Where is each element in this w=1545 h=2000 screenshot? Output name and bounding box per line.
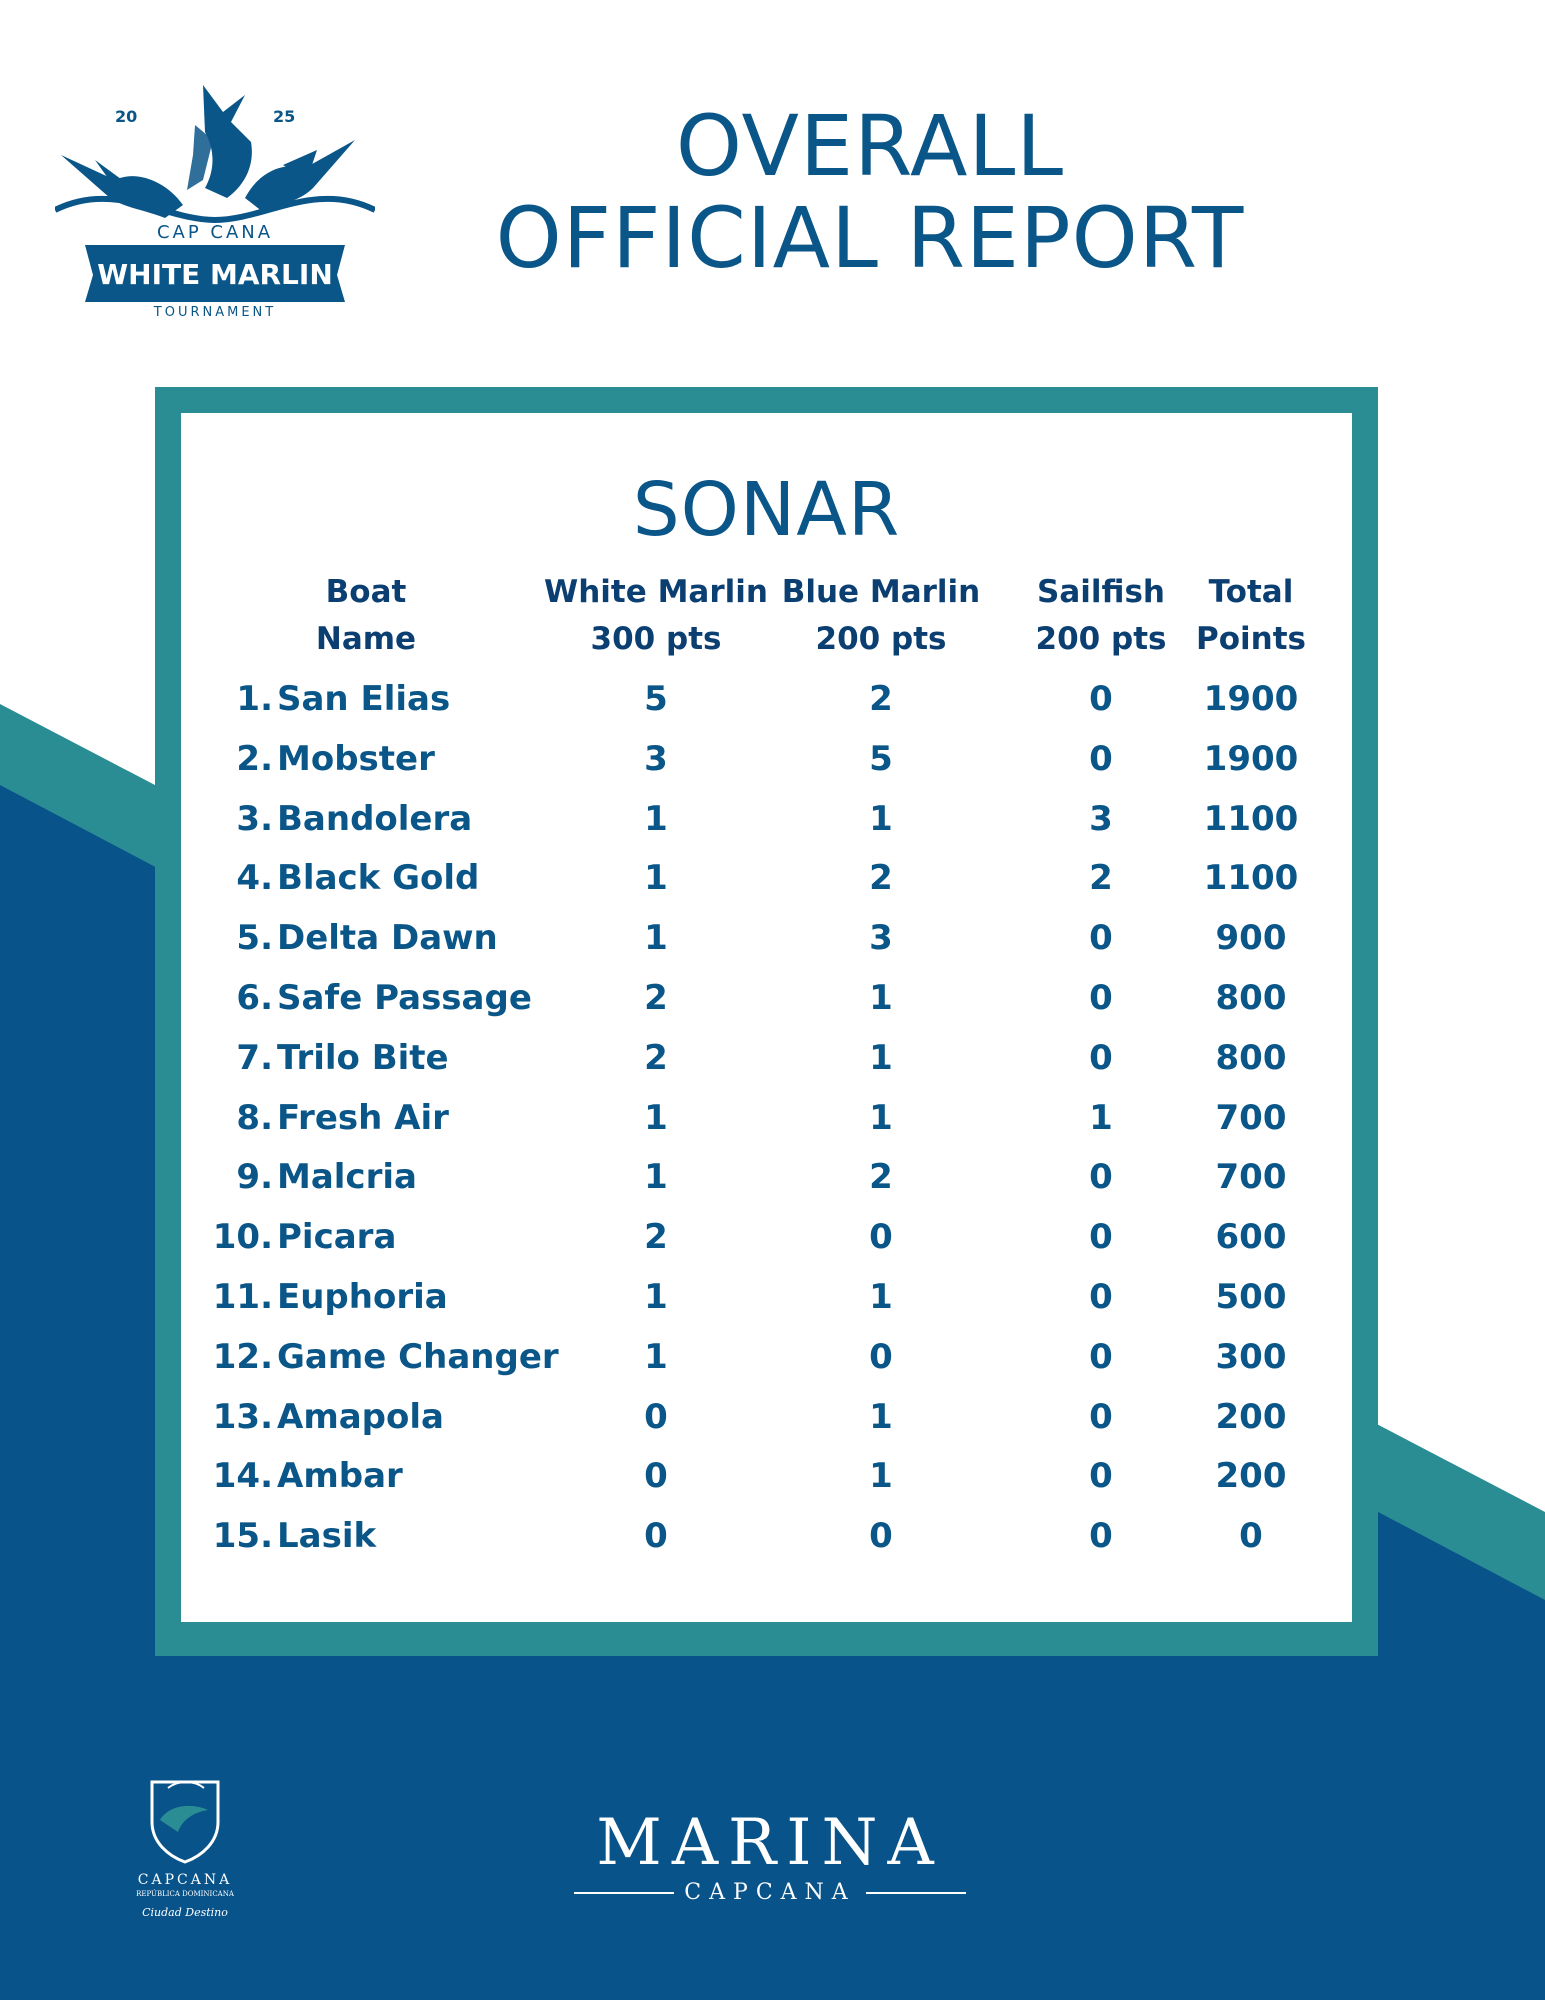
row-blue-marlin: 1 bbox=[869, 1276, 893, 1317]
row-boat-name: San Elias bbox=[277, 679, 451, 719]
row-sailfish: 0 bbox=[1089, 1456, 1113, 1497]
row-rank: 14. bbox=[212, 1456, 273, 1497]
marina-divider-right bbox=[866, 1892, 966, 1894]
row-white-marlin: 2 bbox=[644, 1217, 668, 1258]
logo-year-left: 20 bbox=[115, 107, 138, 126]
row-blue-marlin: 0 bbox=[869, 1336, 893, 1377]
col-header-boat-name-l1: Boat bbox=[325, 574, 407, 610]
row-total: 800 bbox=[1215, 977, 1287, 1018]
row-rank: 6. bbox=[236, 977, 273, 1018]
row-total: 700 bbox=[1215, 1097, 1287, 1138]
results-table bbox=[181, 675, 1352, 1572]
row-boat-name: Delta Dawn bbox=[277, 918, 498, 959]
row-sailfish: 2 bbox=[1089, 858, 1113, 899]
row-total: 500 bbox=[1215, 1276, 1287, 1317]
row-blue-marlin: 1 bbox=[869, 977, 893, 1018]
row-sailfish: 0 bbox=[1089, 1157, 1113, 1198]
row-rank: 12. bbox=[212, 1336, 273, 1377]
row-boat-name: Mobster bbox=[277, 738, 435, 779]
table-row bbox=[181, 675, 1352, 735]
row-rank: 5. bbox=[236, 918, 273, 959]
row-sailfish: 0 bbox=[1089, 1336, 1113, 1377]
report-card bbox=[181, 413, 1352, 1622]
row-white-marlin: 5 bbox=[644, 679, 668, 719]
row-sailfish: 0 bbox=[1089, 1037, 1113, 1078]
row-total: 200 bbox=[1215, 1396, 1287, 1437]
row-white-marlin: 0 bbox=[644, 1516, 668, 1557]
table-row bbox=[181, 735, 1352, 795]
row-boat-name: Picara bbox=[277, 1217, 397, 1258]
table-row bbox=[181, 914, 1352, 974]
row-blue-marlin: 1 bbox=[869, 798, 893, 839]
row-white-marlin: 0 bbox=[644, 1396, 668, 1437]
capcana-logo-country: REPÚBLICA DOMINICANA bbox=[136, 1890, 234, 1898]
table-row bbox=[181, 1512, 1352, 1572]
row-total: 1100 bbox=[1203, 858, 1299, 899]
row-rank: 7. bbox=[236, 1037, 273, 1078]
row-sailfish: 0 bbox=[1089, 1217, 1113, 1258]
row-boat-name: Fresh Air bbox=[277, 1097, 449, 1138]
row-blue-marlin: 0 bbox=[869, 1516, 893, 1557]
capcana-logo bbox=[110, 1770, 260, 1920]
row-total: 800 bbox=[1215, 1037, 1287, 1078]
table-row bbox=[181, 1452, 1352, 1512]
row-white-marlin: 1 bbox=[644, 1157, 668, 1198]
row-sailfish: 0 bbox=[1089, 918, 1113, 959]
marina-word: MARINA bbox=[596, 1806, 944, 1880]
capcana-logo-tagline: Ciudad Destino bbox=[142, 1906, 228, 1919]
row-rank: 2. bbox=[236, 738, 273, 779]
row-blue-marlin: 2 bbox=[869, 858, 893, 899]
col-header-white-marlin-l1: White Marlin bbox=[544, 574, 768, 610]
row-boat-name: Trilo Bite bbox=[277, 1037, 449, 1078]
row-sailfish: 0 bbox=[1089, 679, 1113, 719]
row-boat-name: Ambar bbox=[277, 1456, 403, 1497]
capcana-shield-icon bbox=[152, 1782, 218, 1862]
row-blue-marlin: 3 bbox=[869, 918, 893, 959]
row-blue-marlin: 1 bbox=[869, 1037, 893, 1078]
row-rank: 9. bbox=[236, 1157, 273, 1198]
row-white-marlin: 1 bbox=[644, 1276, 668, 1317]
table-row bbox=[181, 1213, 1352, 1273]
row-blue-marlin: 5 bbox=[869, 738, 893, 779]
row-boat-name: Game Changer bbox=[277, 1336, 559, 1377]
col-header-blue-marlin-l2: 200 pts bbox=[815, 621, 947, 657]
table-row bbox=[181, 795, 1352, 855]
row-boat-name: Black Gold bbox=[277, 858, 480, 899]
table-row bbox=[181, 1273, 1352, 1333]
row-blue-marlin: 2 bbox=[869, 1157, 893, 1198]
logo-sub-text: TOURNAMENT bbox=[153, 305, 277, 320]
col-header-sailfish bbox=[1031, 569, 1171, 663]
row-white-marlin: 2 bbox=[644, 977, 668, 1018]
row-total: 700 bbox=[1215, 1157, 1287, 1198]
marina-divider-left bbox=[574, 1892, 674, 1894]
table-row bbox=[181, 1153, 1352, 1213]
row-rank: 15. bbox=[212, 1516, 273, 1557]
row-sailfish: 0 bbox=[1089, 738, 1113, 779]
report-panel bbox=[155, 387, 1378, 1656]
row-boat-name: Bandolera bbox=[277, 798, 473, 839]
row-sailfish: 0 bbox=[1089, 977, 1113, 1018]
row-white-marlin: 2 bbox=[644, 1037, 668, 1078]
row-blue-marlin: 2 bbox=[869, 679, 893, 719]
col-header-total-points-l1: Total bbox=[1208, 574, 1294, 610]
row-blue-marlin: 1 bbox=[869, 1456, 893, 1497]
page-title bbox=[440, 97, 1300, 287]
row-boat-name: Amapola bbox=[277, 1396, 444, 1437]
capcana-logo-name: CAPCANA bbox=[137, 1872, 233, 1888]
col-header-sailfish-l2: 200 pts bbox=[1035, 621, 1167, 657]
row-boat-name: Safe Passage bbox=[277, 977, 532, 1018]
table-row bbox=[181, 1393, 1352, 1453]
row-boat-name: Euphoria bbox=[277, 1276, 448, 1317]
row-white-marlin: 1 bbox=[644, 1336, 668, 1377]
tournament-logo bbox=[55, 70, 375, 320]
row-white-marlin: 1 bbox=[644, 918, 668, 959]
row-white-marlin: 1 bbox=[644, 858, 668, 899]
row-rank: 1. bbox=[236, 679, 273, 719]
row-total: 1900 bbox=[1203, 738, 1299, 779]
col-header-blue-marlin bbox=[781, 569, 981, 663]
table-row bbox=[181, 854, 1352, 914]
row-rank: 10. bbox=[212, 1217, 273, 1258]
col-header-white-marlin-l2: 300 pts bbox=[590, 621, 722, 657]
row-boat-name: Lasik bbox=[277, 1516, 377, 1557]
division-title: SONAR bbox=[632, 467, 901, 553]
row-white-marlin: 3 bbox=[644, 738, 668, 779]
logo-arc-text: CAP CANA bbox=[156, 222, 274, 243]
table-row bbox=[181, 1094, 1352, 1154]
row-rank: 4. bbox=[236, 858, 273, 899]
title-line-1: OVERALL bbox=[675, 97, 1065, 195]
table-row bbox=[181, 1333, 1352, 1393]
logo-year-right: 25 bbox=[273, 107, 296, 126]
col-header-sailfish-l1: Sailfish bbox=[1037, 574, 1165, 610]
row-sailfish: 0 bbox=[1089, 1396, 1113, 1437]
row-boat-name: Malcria bbox=[277, 1157, 417, 1198]
row-blue-marlin: 1 bbox=[869, 1097, 893, 1138]
col-header-total-points-l2: Points bbox=[1196, 621, 1306, 657]
marina-sub bbox=[530, 1880, 1010, 1906]
row-rank: 11. bbox=[212, 1276, 273, 1317]
row-total: 600 bbox=[1215, 1217, 1287, 1258]
row-sailfish: 0 bbox=[1089, 1276, 1113, 1317]
row-rank: 3. bbox=[236, 798, 273, 839]
row-total: 300 bbox=[1215, 1336, 1287, 1377]
row-sailfish: 1 bbox=[1089, 1097, 1113, 1138]
marina-capcana-logo bbox=[530, 1808, 1010, 1906]
table-row bbox=[181, 1034, 1352, 1094]
title-line-2: OFFICIAL REPORT bbox=[495, 189, 1245, 287]
row-total: 1100 bbox=[1203, 798, 1299, 839]
row-blue-marlin: 1 bbox=[869, 1396, 893, 1437]
row-sailfish: 3 bbox=[1089, 798, 1113, 839]
row-rank: 8. bbox=[236, 1097, 273, 1138]
col-header-boat-name bbox=[241, 569, 491, 663]
row-white-marlin: 1 bbox=[644, 1097, 668, 1138]
row-total: 1900 bbox=[1203, 679, 1299, 719]
col-header-white-marlin bbox=[521, 569, 791, 663]
col-header-blue-marlin-l1: Blue Marlin bbox=[781, 574, 981, 610]
col-header-total-points bbox=[1181, 569, 1321, 663]
col-header-boat-name-l2: Name bbox=[315, 621, 417, 657]
row-blue-marlin: 0 bbox=[869, 1217, 893, 1258]
row-rank: 13. bbox=[212, 1396, 273, 1437]
row-white-marlin: 1 bbox=[644, 798, 668, 839]
row-sailfish: 0 bbox=[1089, 1516, 1113, 1557]
row-total: 0 bbox=[1239, 1516, 1263, 1557]
table-row bbox=[181, 974, 1352, 1034]
row-white-marlin: 0 bbox=[644, 1456, 668, 1497]
row-total: 200 bbox=[1215, 1456, 1287, 1497]
logo-banner-text: WHITE MARLIN bbox=[97, 258, 333, 291]
row-total: 900 bbox=[1215, 918, 1287, 959]
marina-sub-text: CAPCANA bbox=[684, 1880, 856, 1905]
